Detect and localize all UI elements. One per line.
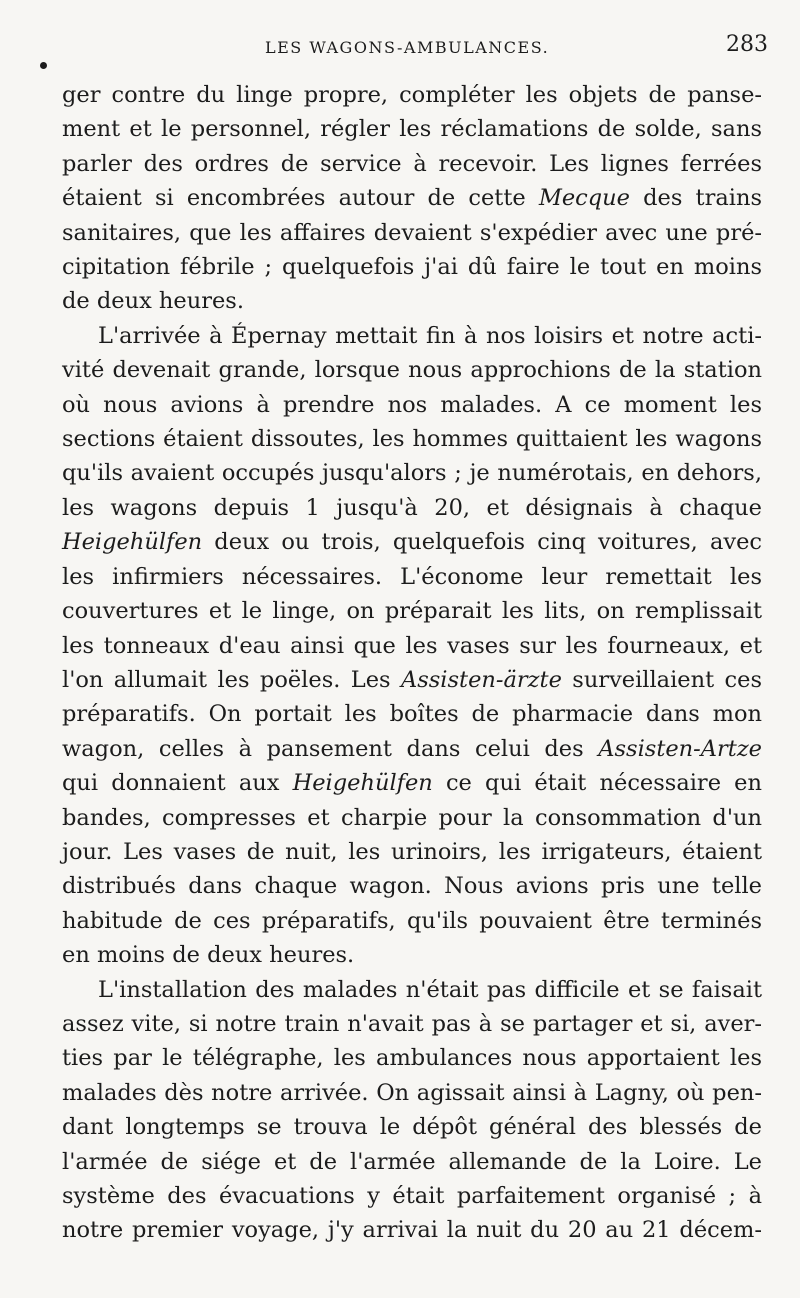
- text-line: [62, 904, 762, 938]
- text-line: [62, 1110, 762, 1144]
- text-segment: L'installation des malades n'était pas difficile et se faisait: [98, 976, 762, 1003]
- text-line: [62, 1145, 762, 1179]
- text-line: [62, 388, 762, 422]
- text-segment: sections étaient dissoutes, les hommes quittaient les wagons: [62, 426, 762, 453]
- italic-term: Assisten-Artze: [598, 735, 762, 762]
- text-segment: des trains: [630, 185, 762, 212]
- page-number: 283: [726, 32, 768, 57]
- text-segment: habitude de ces préparatifs, qu'ils pouvaient être terminés: [62, 907, 762, 934]
- text-segment: sanitaires, que les affaires devaient s'expédier avec une pré-: [62, 219, 762, 246]
- text-segment: qui donnaient aux: [62, 770, 293, 797]
- text-segment: vité devenait grande, lorsque nous approchions de la station: [62, 357, 762, 384]
- text-segment: couvertures et le linge, on préparait les lits, on remplissait: [62, 598, 762, 625]
- text-line: [62, 1179, 762, 1213]
- text-line: [62, 663, 762, 697]
- text-line: [62, 525, 762, 559]
- text-segment: les infirmiers nécessaires. L'économe leur remettait les: [62, 563, 762, 590]
- text-segment: en moins de deux heures.: [62, 942, 355, 969]
- text-segment: surveillaient ces: [561, 666, 762, 693]
- italic-term: Heigehülfen: [62, 529, 203, 556]
- text-line: [62, 801, 762, 835]
- text-segment: ties par le télégraphe, les ambulances nous apportaient les: [62, 1045, 762, 1072]
- text-segment: bandes, compresses et charpie pour la consommation d'un: [62, 804, 762, 831]
- text-segment: notre premier voyage, j'y arrivai la nuit du 20 au 21 décem-: [62, 1217, 762, 1244]
- text-line: [62, 1041, 762, 1075]
- text-segment: les wagons depuis 1 jusqu'à 20, et désignais à chaque: [62, 494, 762, 521]
- text-line: [62, 284, 762, 318]
- running-title: LES WAGONS-AMBULANCES.: [265, 38, 550, 57]
- text-segment: qu'ils avaient occupés jusqu'alors ; je numérotais, en dehors,: [62, 460, 762, 487]
- text-line: [62, 973, 762, 1007]
- text-segment: ment et le personnel, régler les réclamations de solde, sans: [62, 116, 762, 143]
- body-text: [62, 78, 762, 1248]
- text-line: [62, 869, 762, 903]
- text-segment: étaient si encombrées autour de cette: [62, 185, 539, 212]
- text-line: [62, 629, 762, 663]
- italic-term: Mecque: [538, 185, 630, 212]
- text-line: [62, 560, 762, 594]
- text-segment: l'armée de siége et de l'armée allemande de la Loire. Le: [62, 1148, 762, 1175]
- text-segment: l'on allumait les poëles. Les: [62, 666, 401, 693]
- text-segment: de deux heures.: [62, 288, 244, 315]
- text-line: [62, 835, 762, 869]
- text-line: [62, 1007, 762, 1041]
- page-header: [60, 32, 770, 68]
- text-segment: ce qui était nécessaire en: [432, 770, 762, 797]
- italic-term: Assisten-ärzte: [400, 666, 562, 693]
- text-line: [62, 181, 762, 215]
- text-line: [62, 112, 762, 146]
- text-line: [62, 216, 762, 250]
- text-segment: dant longtemps se trouva le dépôt général des blessés de: [62, 1114, 762, 1141]
- text-segment: ger contre du linge propre, compléter les objets de panse-: [62, 82, 762, 108]
- text-line: [62, 147, 762, 181]
- text-line: [62, 1213, 762, 1247]
- text-line: [62, 732, 762, 766]
- text-segment: système des évacuations y était parfaitement organisé ; à: [62, 1183, 762, 1209]
- text-segment: parler des ordres de service à recevoir. Les lignes ferrées: [62, 150, 762, 177]
- text-line: [62, 766, 762, 800]
- text-segment: distribués dans chaque wagon. Nous avions pris une telle: [62, 873, 762, 900]
- text-line: [62, 491, 762, 525]
- text-line: [62, 422, 762, 456]
- margin-mark: [40, 62, 47, 69]
- text-segment: préparatifs. On portait les boîtes de pharmacie dans mon: [62, 701, 762, 728]
- text-line: [62, 938, 762, 972]
- text-segment: wagon, celles à pansement dans celui des: [62, 735, 599, 762]
- text-line: [62, 319, 762, 353]
- text-segment: malades dès notre arrivée. On agissait ainsi à Lagny, où pen-: [62, 1079, 762, 1106]
- text-segment: L'arrivée à Épernay mettait fin à nos loisirs et notre acti-: [98, 322, 762, 349]
- text-line: [62, 78, 762, 112]
- text-segment: les tonneaux d'eau ainsi que les vases sur les fourneaux, et: [62, 632, 762, 659]
- text-segment: deux ou trois, quelquefois cinq voitures, avec: [202, 529, 762, 556]
- text-segment: cipitation fébrile ; quelquefois j'ai dû faire le tout en moins: [62, 254, 762, 281]
- text-line: [62, 594, 762, 628]
- text-line: [62, 456, 762, 490]
- text-line: [62, 1076, 762, 1110]
- text-segment: où nous avions à prendre nos malades. A ce moment les: [62, 391, 762, 418]
- text-segment: jour. Les vases de nuit, les urinoirs, les irrigateurs, étaient: [62, 838, 762, 865]
- text-line: [62, 697, 762, 731]
- text-line: [62, 250, 762, 284]
- text-line: [62, 353, 762, 387]
- italic-term: Heigehülfen: [292, 770, 433, 797]
- text-segment: assez vite, si notre train n'avait pas à se partager et si, aver-: [62, 1010, 762, 1037]
